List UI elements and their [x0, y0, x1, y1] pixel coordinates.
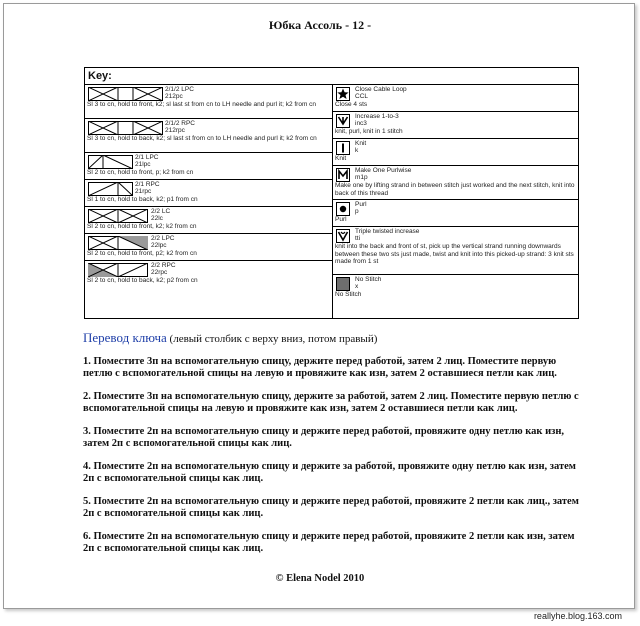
key-abbr: p — [355, 208, 359, 215]
key-entry — [333, 166, 578, 200]
translation-item-5: 5. Поместите 2п на вспомогательную спицу и держите перед работой, провяжите 2 петли как лиц., затем 2п с вспомогательной спицы как лиц. — [83, 496, 579, 519]
key-desc: Sl 1 to cn, hold to back, k2; p1 from cn — [87, 196, 198, 203]
key-entry — [85, 180, 332, 207]
key-abbr: k — [355, 147, 359, 154]
key-abbr: 212pc — [165, 93, 183, 100]
purl-dot-icon — [336, 202, 350, 216]
key-name: Knit — [355, 140, 367, 147]
cable-22-rpc-icon — [88, 263, 148, 277]
translation-section — [83, 332, 583, 566]
knit-bar-icon — [336, 141, 350, 155]
cable-21-right-icon — [88, 182, 133, 196]
key-table — [84, 67, 579, 319]
cable-212-right-icon — [88, 121, 163, 135]
key-entry — [333, 139, 578, 166]
star-icon — [336, 87, 350, 101]
key-desc: Sl 2 to cn, hold to front, k2; k2 from cn — [87, 223, 197, 230]
key-desc: Knit — [335, 155, 347, 162]
increase-icon — [336, 114, 350, 128]
key-abbr: 212rpc — [165, 127, 185, 134]
make-one-icon — [336, 168, 350, 182]
translation-heading-label: Перевод ключа — [83, 330, 167, 345]
cable-21-left-icon — [88, 155, 133, 169]
no-stitch-icon — [336, 277, 350, 291]
key-abbr: 22rpc — [151, 269, 168, 276]
key-entry — [333, 227, 578, 275]
translation-item-6: 6. Поместите 2п на вспомогательную спицу и держите перед работой, провяжите 2 петли как изн, затем 2п с вспомогательной спицы как лиц. — [83, 531, 575, 554]
watermark-url: reallyhe.blog.163.com — [533, 611, 622, 621]
key-abbr: tti — [355, 235, 361, 242]
key-desc: knit, purl, knit in 1 stitch — [335, 128, 403, 135]
key-name: No Stitch — [355, 276, 382, 283]
key-desc: Close 4 sts — [335, 101, 368, 108]
key-entry — [333, 112, 578, 139]
key-entry — [333, 85, 578, 112]
translation-heading — [83, 332, 583, 345]
cable-212-left-icon — [88, 87, 163, 101]
page-title: Юбка Ассоль - 12 - — [268, 18, 372, 32]
key-name: 2/1 LPC — [135, 154, 159, 161]
key-desc: Make one by lifting strand in between stitch just worked and the next stitch, knit into back of this thread — [335, 182, 575, 197]
key-desc: knit into the back and front of st, pick up the vertical strand running downwards between these two sts just made, twist and knit into this picked-up strand: 3 knit sts made from 1 st — [335, 243, 574, 265]
key-abbr: x — [355, 283, 359, 290]
key-right-column — [333, 85, 578, 318]
key-entry — [85, 261, 332, 317]
key-entry — [85, 119, 332, 153]
key-entry — [85, 153, 332, 180]
key-entry — [85, 207, 332, 234]
key-abbr: CCL — [355, 93, 369, 100]
key-name: 2/1/2 LPC — [165, 86, 194, 93]
key-name: Purl — [355, 201, 367, 208]
key-name: 2/1/2 RPC — [165, 120, 195, 127]
triple-increase-icon — [336, 229, 350, 243]
key-entry — [333, 275, 578, 317]
key-name: 2/2 RPC — [151, 262, 176, 269]
key-desc: No Stitch — [335, 291, 362, 298]
key-abbr: 21lpc — [135, 161, 151, 168]
translation-heading-note: (левый столбик с верху вниз, потом правый) — [166, 333, 378, 345]
key-abbr: 22lc — [151, 215, 163, 222]
key-name: Increase 1-to-3 — [355, 113, 399, 120]
key-abbr: m1p — [355, 174, 368, 181]
translation-item-1: 1. Поместите 3п на вспомогательную спицу, держите перед работой, затем 2 лиц. Поместите первую петлю с вспомогательной спицы на левую и провяжите как изн, затем 2 оставшиеся петли как лиц. — [83, 356, 557, 379]
key-entry — [85, 85, 332, 119]
key-name: Triple twisted increase — [355, 228, 420, 235]
copyright: © Elena Nodel 2010 — [275, 573, 365, 584]
key-entry — [333, 200, 578, 227]
key-name: 2/2 LC — [151, 208, 171, 215]
key-name: Close Cable Loop — [355, 86, 407, 93]
translation-item-2: 2. Поместите 3п на вспомогательную спицу, держите за работой, затем 2 лиц. Поместите первую петлю с вспомогательной спицы на левую и провяжите как изн, затем 2 оставшиеся петли как лиц. — [83, 391, 579, 414]
key-name: 2/2 LPC — [151, 235, 175, 242]
key-abbr: 21rpc — [135, 188, 152, 195]
key-desc: Purl — [335, 216, 347, 223]
key-abbr: 22lpc — [151, 242, 167, 249]
key-name: Make One Purlwise — [355, 167, 412, 174]
key-name: 2/1 RPC — [135, 181, 160, 188]
key-abbr: inc3 — [355, 120, 367, 127]
key-desc: Sl 3 to cn, hold to front, k2; sl last st from cn to LH needle and purl it; k2 from cn — [87, 101, 317, 108]
key-desc: Sl 2 to cn, hold to back, k2; p2 from cn — [87, 277, 198, 284]
key-entry — [85, 234, 332, 261]
cable-22-lpc-icon — [88, 236, 148, 250]
cable-22-left-icon — [88, 209, 148, 223]
translation-item-3: 3. Поместите 2п на вспомогательную спицу и держите перед работой, провяжите одну петлю как изн, затем 2п с вспомогательной спицы как лиц. — [83, 426, 565, 449]
translation-item-4: 4. Поместите 2п на вспомогательную спицу и держите за работой, провяжите одну петлю как изн, затем 2п с вспомогательной спицы как лиц. — [83, 461, 576, 484]
key-desc: Sl 3 to cn, hold to back, k2; sl last st from cn to LH needle and purl it; k2 from cn — [87, 135, 317, 142]
key-left-column — [85, 85, 333, 318]
key-desc: Sl 2 to cn, hold to front, p2; k2 from cn — [87, 250, 197, 257]
key-desc: Sl 2 to cn, hold to front, p; k2 from cn — [87, 169, 194, 176]
key-heading: Key: — [85, 68, 578, 85]
